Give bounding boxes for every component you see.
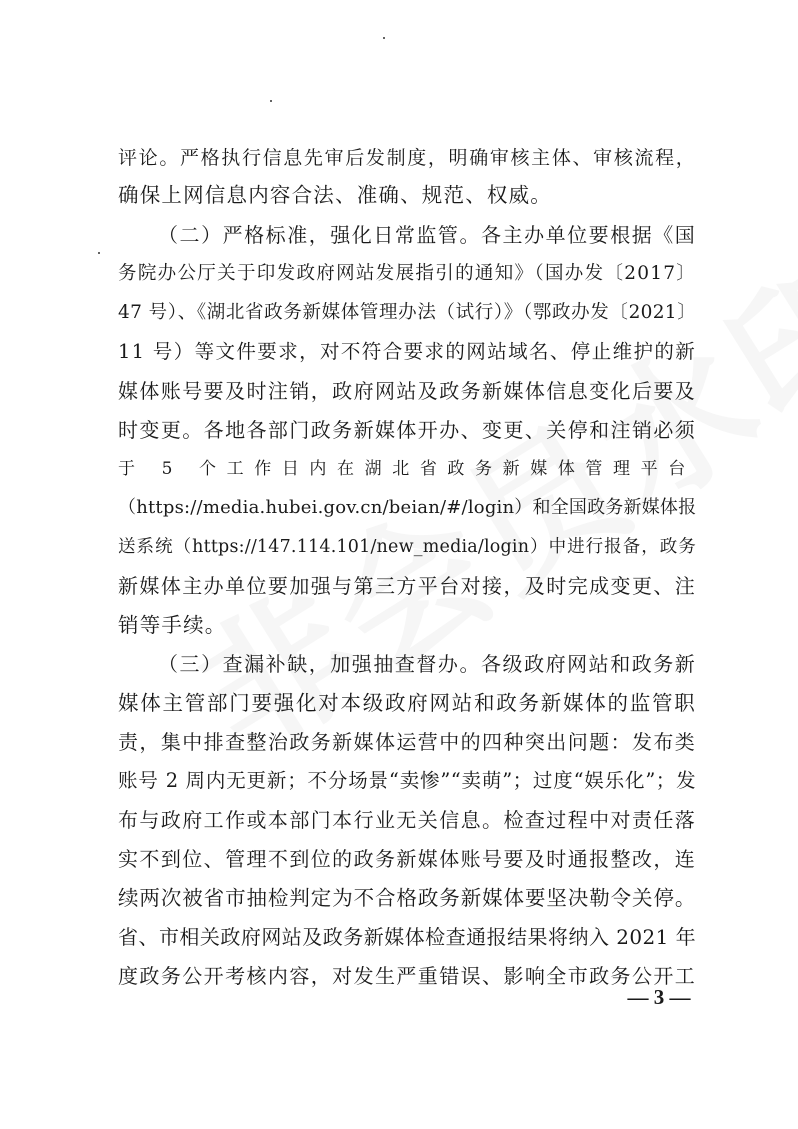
body-line: 账号 2 周内无更新；不分场景“卖惨”“卖萌”；过度“娱乐化”；发 [118, 769, 696, 792]
section-heading-line: （三）查漏补缺，加强抽查督办。各级政府网站和政务新 [158, 652, 696, 676]
body-line: 确保上网信息内容合法、准确、规范、权威。 [118, 183, 552, 207]
scan-speck [270, 100, 272, 102]
body-line: 责，集中排查整治政务新媒体运营中的四种突出问题：发布类 [118, 730, 696, 754]
body-line: 度政务公开考核内容，对发生严重错误、影响全市政务公开工 [118, 964, 696, 988]
body-line: 11 号）等文件要求，对不符合要求的网站域名、停止维护的新 [118, 340, 696, 363]
scan-speck [98, 252, 100, 254]
body-line: 销等手续。 [118, 613, 227, 637]
body-line: 于 5 个工作日内在湖北省政务新媒体管理平台 [118, 459, 696, 479]
body-line: 务院办公厅关于印发政府网站发展指引的通知》（国办发〔2017〕 [118, 263, 696, 284]
scan-speck [383, 37, 385, 39]
body-line: 时变更。各地各部门政务新媒体开办、变更、关停和注销必须 [118, 418, 696, 442]
body-line: （https://media.hubei.gov.cn/beian/#/login）和全国政务新媒体报 [118, 497, 697, 518]
body-line: 送系统（https://147.114.101/new_media/login）中进行报备，政务 [118, 537, 696, 557]
body-line: 47 号）、《湖北省政务新媒体管理办法（试行）》（鄂政办发〔2021〕 [118, 302, 696, 323]
body-line: 续两次被省市抽检判定为不合格政务新媒体要坚决勒令关停。 [118, 886, 696, 910]
body-line: 媒体主管部门要强化对本级政府网站和政务新媒体的监管职 [118, 691, 696, 715]
page-number: — 3 — [627, 985, 691, 1009]
body-line: 实不到位、管理不到位的政务新媒体账号要及时通报整改，连 [118, 847, 696, 871]
body-line: 评论。严格执行信息先审后发制度，明确审核主体、审核流程， [118, 147, 696, 169]
body-line: 媒体账号要及时注销，政府网站及政务新媒体信息变化后要及 [118, 379, 696, 403]
body-line: 布与政府工作或本部门本行业无关信息。检查过程中对责任落 [118, 808, 696, 832]
body-line: 省、市相关政府网站及政务新媒体检查通报结果将纳入 2021 年 [118, 925, 696, 949]
body-line: 新媒体主办单位要加强与第三方平台对接，及时完成变更、注 [118, 574, 696, 598]
section-heading-line: （二）严格标准，强化日常监管。各主办单位要根据《国 [158, 223, 696, 247]
